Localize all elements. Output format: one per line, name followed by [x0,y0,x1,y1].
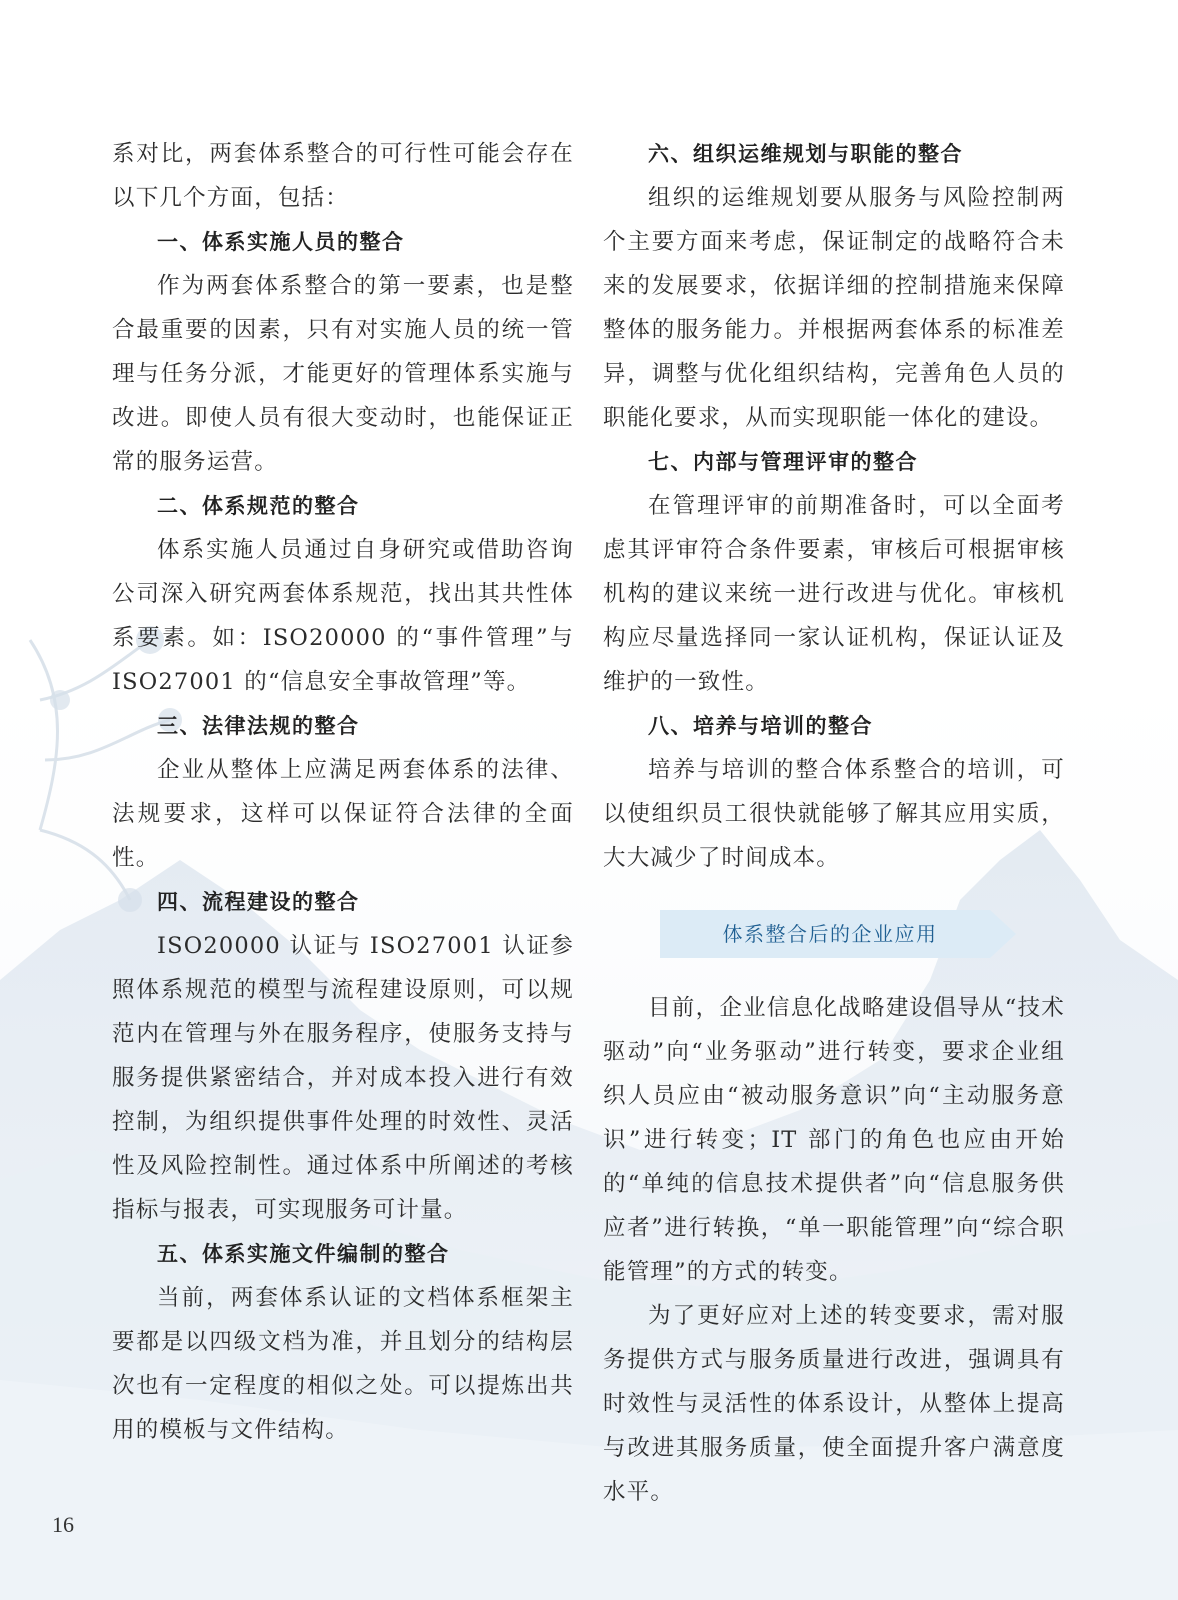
banner-title: 体系整合后的企业应用 [722,922,938,946]
left-heading: 三、法律法规的整合 [157,714,360,738]
right-paragraph: 为了更好应对上述的转变要求，需对服务提供方式与服务质量进行改进，强调具有时效性与灵活性的体系设计，从整体上提高与改进其服务质量，使全面提升客户满意度水平。 [603,1303,1065,1505]
right-paragraph: 目前，企业信息化战略建设倡导从“技术驱动”向“业务驱动”进行转变，要求企业组织人员应由“被动服务意识”向“主动服务意识”进行转变；IT 部门的角色也应由开始的“单纯的信息技术提供者”向“信息服务供应者”进行转换，“单一职能管理”向“综合职能管理”的方式的转变。 [603,995,1065,1285]
left-heading: 五、体系实施文件编制的整合 [157,1242,450,1266]
left-column [112,132,574,1452]
left-paragraph: 作为两套体系整合的第一要素，也是整合最重要的因素，只有对实施人员的统一管理与任务分派，才能更好的管理体系实施与改进。即使人员有很大变动时，也能保证正常的服务运营。 [112,273,574,475]
right-heading: 八、培养与培训的整合 [648,714,873,738]
right-heading: 七、内部与管理评审的整合 [648,450,918,474]
left-paragraph: 系对比，两套体系整合的可行性可能会存在以下几个方面，包括： [112,141,574,211]
right-heading: 六、组织运维规划与职能的整合 [648,142,963,166]
left-heading: 四、流程建设的整合 [157,890,360,914]
right-column [603,132,1065,1514]
page-number: 16 [52,1512,74,1537]
left-heading: 二、体系规范的整合 [157,494,360,518]
left-paragraph: 企业从整体上应满足两套体系的法律、法规要求，这样可以保证符合法律的全面性。 [112,757,574,871]
left-paragraph: 体系实施人员通过自身研究或借助咨询公司深入研究两套体系规范，找出其共性体系要素。如：ISO20000 的“事件管理”与 ISO27001 的“信息安全事故管理”等。 [112,537,574,695]
right-paragraph: 培养与培训的整合体系整合的培训，可以使组织员工很快就能够了解其应用实质，大大减少了时间成本。 [603,757,1065,871]
left-paragraph: ISO20000 认证与 ISO27001 认证参照体系规范的模型与流程建设原则，可以规范内在管理与外在服务程序，使服务支持与服务提供紧密结合，并对成本投入进行有效控制，为组织提供事件处理的时效性、灵活性及风险控制性。通过体系中所阐述的考核指标与报表，可实现服务可计量。 [112,933,574,1223]
left-paragraph: 当前，两套体系认证的文档体系框架主要都是以四级文档为准，并且划分的结构层次也有一定程度的相似之处。可以提炼出共用的模板与文件结构。 [112,1285,574,1443]
left-heading: 一、体系实施人员的整合 [157,230,405,254]
right-paragraph: 在管理评审的前期准备时，可以全面考虑其评审符合条件要素，审核后可根据审核机构的建议来统一进行改进与优化。审核机构应尽量选择同一家认证机构，保证认证及维护的一致性。 [603,493,1065,695]
section-banner [660,910,1016,958]
right-paragraph: 组织的运维规划要从服务与风险控制两个主要方面来考虑，保证制定的战略符合未来的发展要求，依据详细的控制措施来保障整体的服务能力。并根据两套体系的标准差异，调整与优化组织结构，完善角色人员的职能化要求，从而实现职能一体化的建设。 [603,185,1065,431]
